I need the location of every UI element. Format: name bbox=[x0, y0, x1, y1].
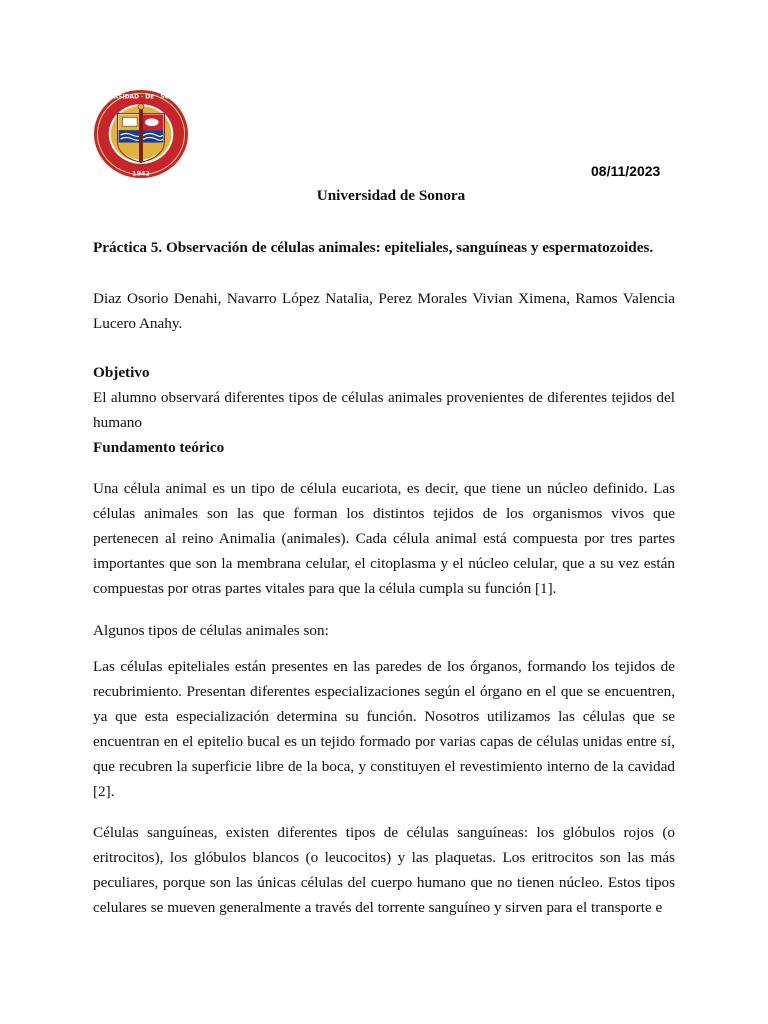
objective-text: El alumno observará diferentes tipos de células animales provenientes de diferentes tejidos del humano bbox=[93, 389, 675, 431]
practice-title: Práctica 5. Observación de células animales: epiteliales, sanguíneas y espermatozoides. bbox=[93, 239, 654, 256]
seal-year: 1942 bbox=[132, 170, 150, 178]
university-name: Universidad de Sonora bbox=[316, 187, 466, 204]
theory-paragraph: Algunos tipos de células animales son: bbox=[93, 622, 329, 639]
document-date: 08/11/2023 bbox=[591, 163, 661, 179]
theory-paragraph: Las células epiteliales están presentes en las paredes de los órganos, formando los tejidos de recubrimiento. Presentan diferentes especializaciones según el órgano en el que se encuentren, ya que esta especialización determina su función. Nosotros utilizamos las células que se encuentran en el epitelio bucal es un tejido formado por varias capas de células unidas entre sí, que recubren la superficie libre de la boca, y constituyen el revestimiento interno de la cavidad [2]. bbox=[93, 658, 675, 800]
objective-heading: Objetivo bbox=[93, 364, 150, 381]
authors-list: Diaz Osorio Denahi, Navarro López Natalia, Perez Morales Vivian Ximena, Ramos Valencia Lucero Anahy. bbox=[93, 290, 675, 332]
university-seal-logo bbox=[92, 88, 190, 180]
seal-ring-text: UNIVERSIDAD · DE · SONORA bbox=[93, 94, 189, 101]
theory-paragraph: Células sanguíneas, existen diferentes tipos de células sanguíneas: los glóbulos rojos (o eritrocitos), los glóbulos blancos (o leucocitos) y las plaquetas. Los eritrocitos son las más peculiares, porque son las únicas células del cuerpo humano que no tienen núcleo. Estos tipos celulares se mueven generalmente a través del torrente sanguíneo y sirven para el transporte e bbox=[93, 824, 675, 916]
theory-paragraph: Una célula animal es un tipo de célula eucariota, es decir, que tiene un núcleo definido. Las células animales son las que forman los distintos tejidos de los organismos vivos que pertenecen al reino Animalia (animales). Cada célula animal está compuesta por tres partes importantes que son la membrana celular, el citoplasma y el núcleo celular, que a su vez están compuestas por otras partes vitales para que la célula cumpla su función [1]. bbox=[93, 480, 675, 597]
theory-heading: Fundamento teórico bbox=[93, 439, 225, 456]
